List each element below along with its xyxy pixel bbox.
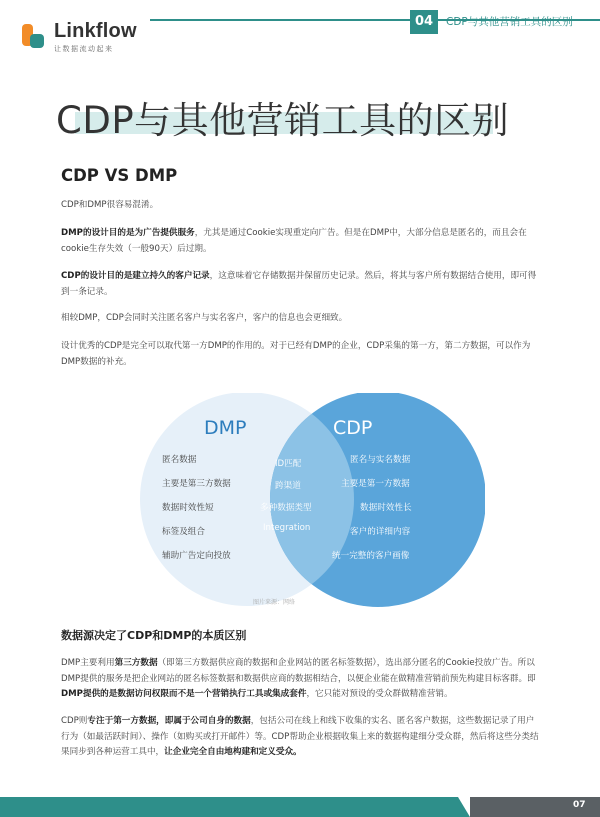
cdp-purpose-bold: CDP的设计目的是建立持久的客户记录 [61,271,210,281]
brand-tagline: 让数据流动起来 [54,45,114,53]
linkflow-logo[interactable] [20,20,180,60]
cdp-data-bold-a: 专注于第一方数据，即属于公司自身的数据 [87,716,251,726]
cdp-title: CDP [333,417,373,439]
cdp-data-text-a: CDP则 [61,716,88,726]
overlap-item: 跨渠道 [275,481,301,491]
section-title: CDP与其他营销工具的区别 [446,16,573,28]
dmp-data-text-c: （即第三方数据供应商的数据和企业网站的匿名标签数据），选出部分匿名的Cookie投放广告。所以DMP提供的服务是把企业网站的匿名标签数据和数据供应商的数据相结合，以便企业能在做精准营销前预先构建目标客群。即 [61,658,536,684]
dmp-data-bold-a: 第三方数据 [114,658,158,668]
dmp-data-text-d: ，它只能对预设的受众群做精准营销。 [306,689,453,699]
replacement-text: 设计优秀的CDP是完全可以取代第一方DMP的作用的。对于已经有DMP的企业，CDP采集的第一方，第二方数据，可以作为DMP数据的补充。 [61,341,531,367]
overlap-item: Integration [263,523,311,533]
intro-paragraph [61,198,539,214]
cdp-purpose-paragraph [61,269,539,300]
cdp-item: 客户的详细内容 [350,527,411,537]
section-heading-cdp-vs-dmp: CDP VS DMP [61,166,178,185]
cdp-purpose-text: ，这意味着它存储数据并保留历史记录。然后，将其与客户所有数据结合使用，即可得到一条记录。 [61,271,537,297]
dmp-purpose-bold: DMP的设计目的是为广告提供服务 [61,228,195,238]
replacement-paragraph [61,339,539,370]
dmp-data-text-a: DMP主要利用 [61,658,115,668]
image-source-caption: 图片来源：网络 [253,599,296,606]
overlap-item: 多种数据类型 [260,503,312,513]
linkflow-logo-icon [20,22,48,52]
cdp-item: 主要是第一方数据 [341,479,410,489]
section-heading-data-source: 数据源决定了CDP和DMP的本质区别 [61,629,247,642]
page-title: CDP与其他营销工具的区别 [56,99,510,142]
section-number: 04 [410,10,438,34]
dmp-purpose-text: ，尤其是通过Cookie实现重定向广告。但是在DMP中，大部分信息是匿名的，而且会在cookie生存失效（一般90天）后过期。 [61,228,527,254]
intro-text: CDP和DMP很容易混淆。 [61,200,159,210]
dmp-data-bold-b: DMP提供的是数据访问权限而不是一个营销执行工具或集成套件 [61,689,307,699]
cdp-item: 匿名与实名数据 [350,455,411,465]
dmp-purpose-paragraph [61,226,539,257]
brand-name: Linkflow [54,20,137,42]
dmp-item: 标签及组合 [162,527,205,537]
dmp-data-paragraph [61,656,539,703]
dmp-item: 匿名数据 [162,455,197,465]
footer-notch [458,797,470,817]
cdp-item: 数据时效性长 [360,503,412,513]
comparison-paragraph [61,311,539,327]
overlap-item: ID匹配 [275,459,302,469]
dmp-item: 辅助广告定向投放 [162,551,231,561]
dmp-item: 数据时效性短 [162,503,214,513]
cdp-item: 统一完整的客户画像 [332,551,410,561]
cdp-data-paragraph [61,714,539,761]
venn-diagram [140,393,485,608]
page-number: 07 [573,800,586,810]
comparison-text: 相较DMP，CDP会同时关注匿名客户与实名客户，客户的信息也会更细致。 [61,313,348,323]
cdp-data-bold-b: 让企业完全自由地构建和定义受众。 [164,747,302,757]
dmp-title: DMP [204,417,247,439]
dmp-item: 主要是第三方数据 [162,479,231,489]
cdp-data-text-c: ，包括公司在线上和线下收集的实名、匿名客户数据，这些数据记录了用户行为（如最活跃时间）、操作（如购买或打开邮件）等。CDP帮助企业根据收集上来的数据构建细分受众群，然后将这些分类结果同步到各种运营工具中， [61,716,539,757]
